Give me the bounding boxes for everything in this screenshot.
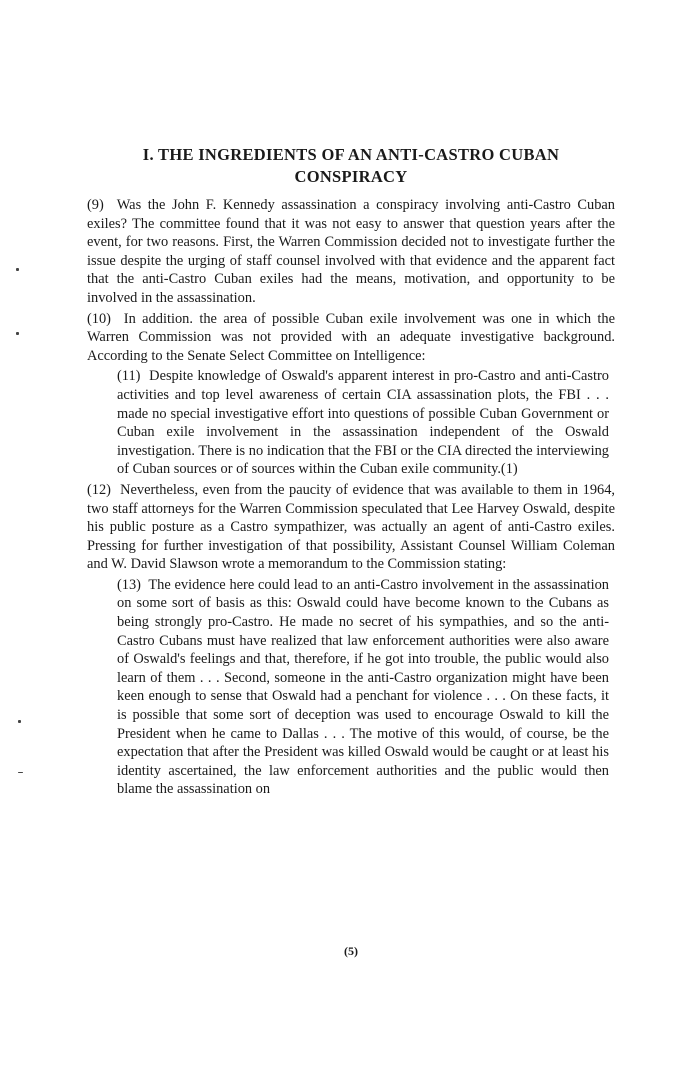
paragraph-number: (10) xyxy=(87,310,111,327)
margin-mark xyxy=(16,268,19,271)
paragraph-number: (11) xyxy=(117,368,141,385)
margin-mark xyxy=(18,772,23,773)
paragraph-text: Despite knowledge of Oswald's apparent interest in pro-Castro and anti-Castro activities and top level awareness of certain CIA assassination plots, the FBI . . . made no special investigative effort into questions of possible Cuban Government or Cuban exile involvement in the assassination independent of the Oswald investigation. There is no indication that the FBI or the CIA directed the interviewing of Cuban sources or of sources within the Cuban exile community.(1) xyxy=(117,368,609,478)
paragraph-text: Nevertheless, even from the paucity of evidence that was available to them in 1964, two staff attorneys for the Warren Commission speculated that Lee Harvey Oswald, despite his public posture as a Castro sympathizer, was actually an agent of anti-Castro exiles. Pressing for further investigation of that possibility, Assistant Counsel William Coleman and W. David Slawson wrote a memorandum to the Commission stating: xyxy=(87,481,615,573)
document-page xyxy=(87,144,615,958)
paragraph-text: The evidence here could lead to an anti-Castro involvement in the assassination on some sort of basis as this: Oswald could have become known to the Cubans as being strongly pro-Castro. He made no secret of his sympathies, and so the anti-Castro Cubans must have realized that law enforcement authorities were also aware of Oswald's feelings and that, therefore, if he got into trouble, the public would also learn of them . . . Second, someone in the anti-Castro organization might have been keen enough to sense that Oswald had a penchant for violence . . . On these facts, it is possible that some sort of deception was used to encourage Oswald to kill the President when he came to Dallas . . . The motive of this would, of course, be the expectation that after the President was killed Oswald would be caught or at least his identity ascertained, the law enforcement authorities and the public would then blame the assassination on xyxy=(117,576,610,798)
margin-mark xyxy=(18,720,21,723)
paragraph-10 xyxy=(87,310,615,366)
paragraph-12 xyxy=(87,481,615,574)
paragraph-number: (13) xyxy=(117,576,141,593)
block-quote-11 xyxy=(87,367,615,479)
block-quote-13 xyxy=(87,576,615,799)
section-heading: I. THE INGREDIENTS OF AN ANTI-CASTRO CUBAN CONSPIRACY xyxy=(142,145,560,186)
paragraph-text: In addition. the area of possible Cuban exile involvement was one in which the Warren Commission was not provided with an adequate investigative background. According to the Senate Select Committee on Intelligence: xyxy=(87,310,615,364)
paragraph-text: Was the John F. Kennedy assassination a conspiracy involving anti-Castro Cuban exiles? The committee found that it was not easy to answer that question years after the event, for two reasons. First, the Warren Commission decided not to investigate further the issue despite the urging of staff counsel involved with that evidence and the apparent fact that the anti-Castro Cuban exiles had the means, motivation, and opportunity to be involved in the assassination. xyxy=(87,197,615,306)
margin-mark xyxy=(16,332,19,335)
paragraph-number: (12) xyxy=(87,481,111,498)
page-number: (5) xyxy=(344,944,358,958)
paragraph-9 xyxy=(87,196,615,308)
paragraph-number: (9) xyxy=(87,197,104,213)
